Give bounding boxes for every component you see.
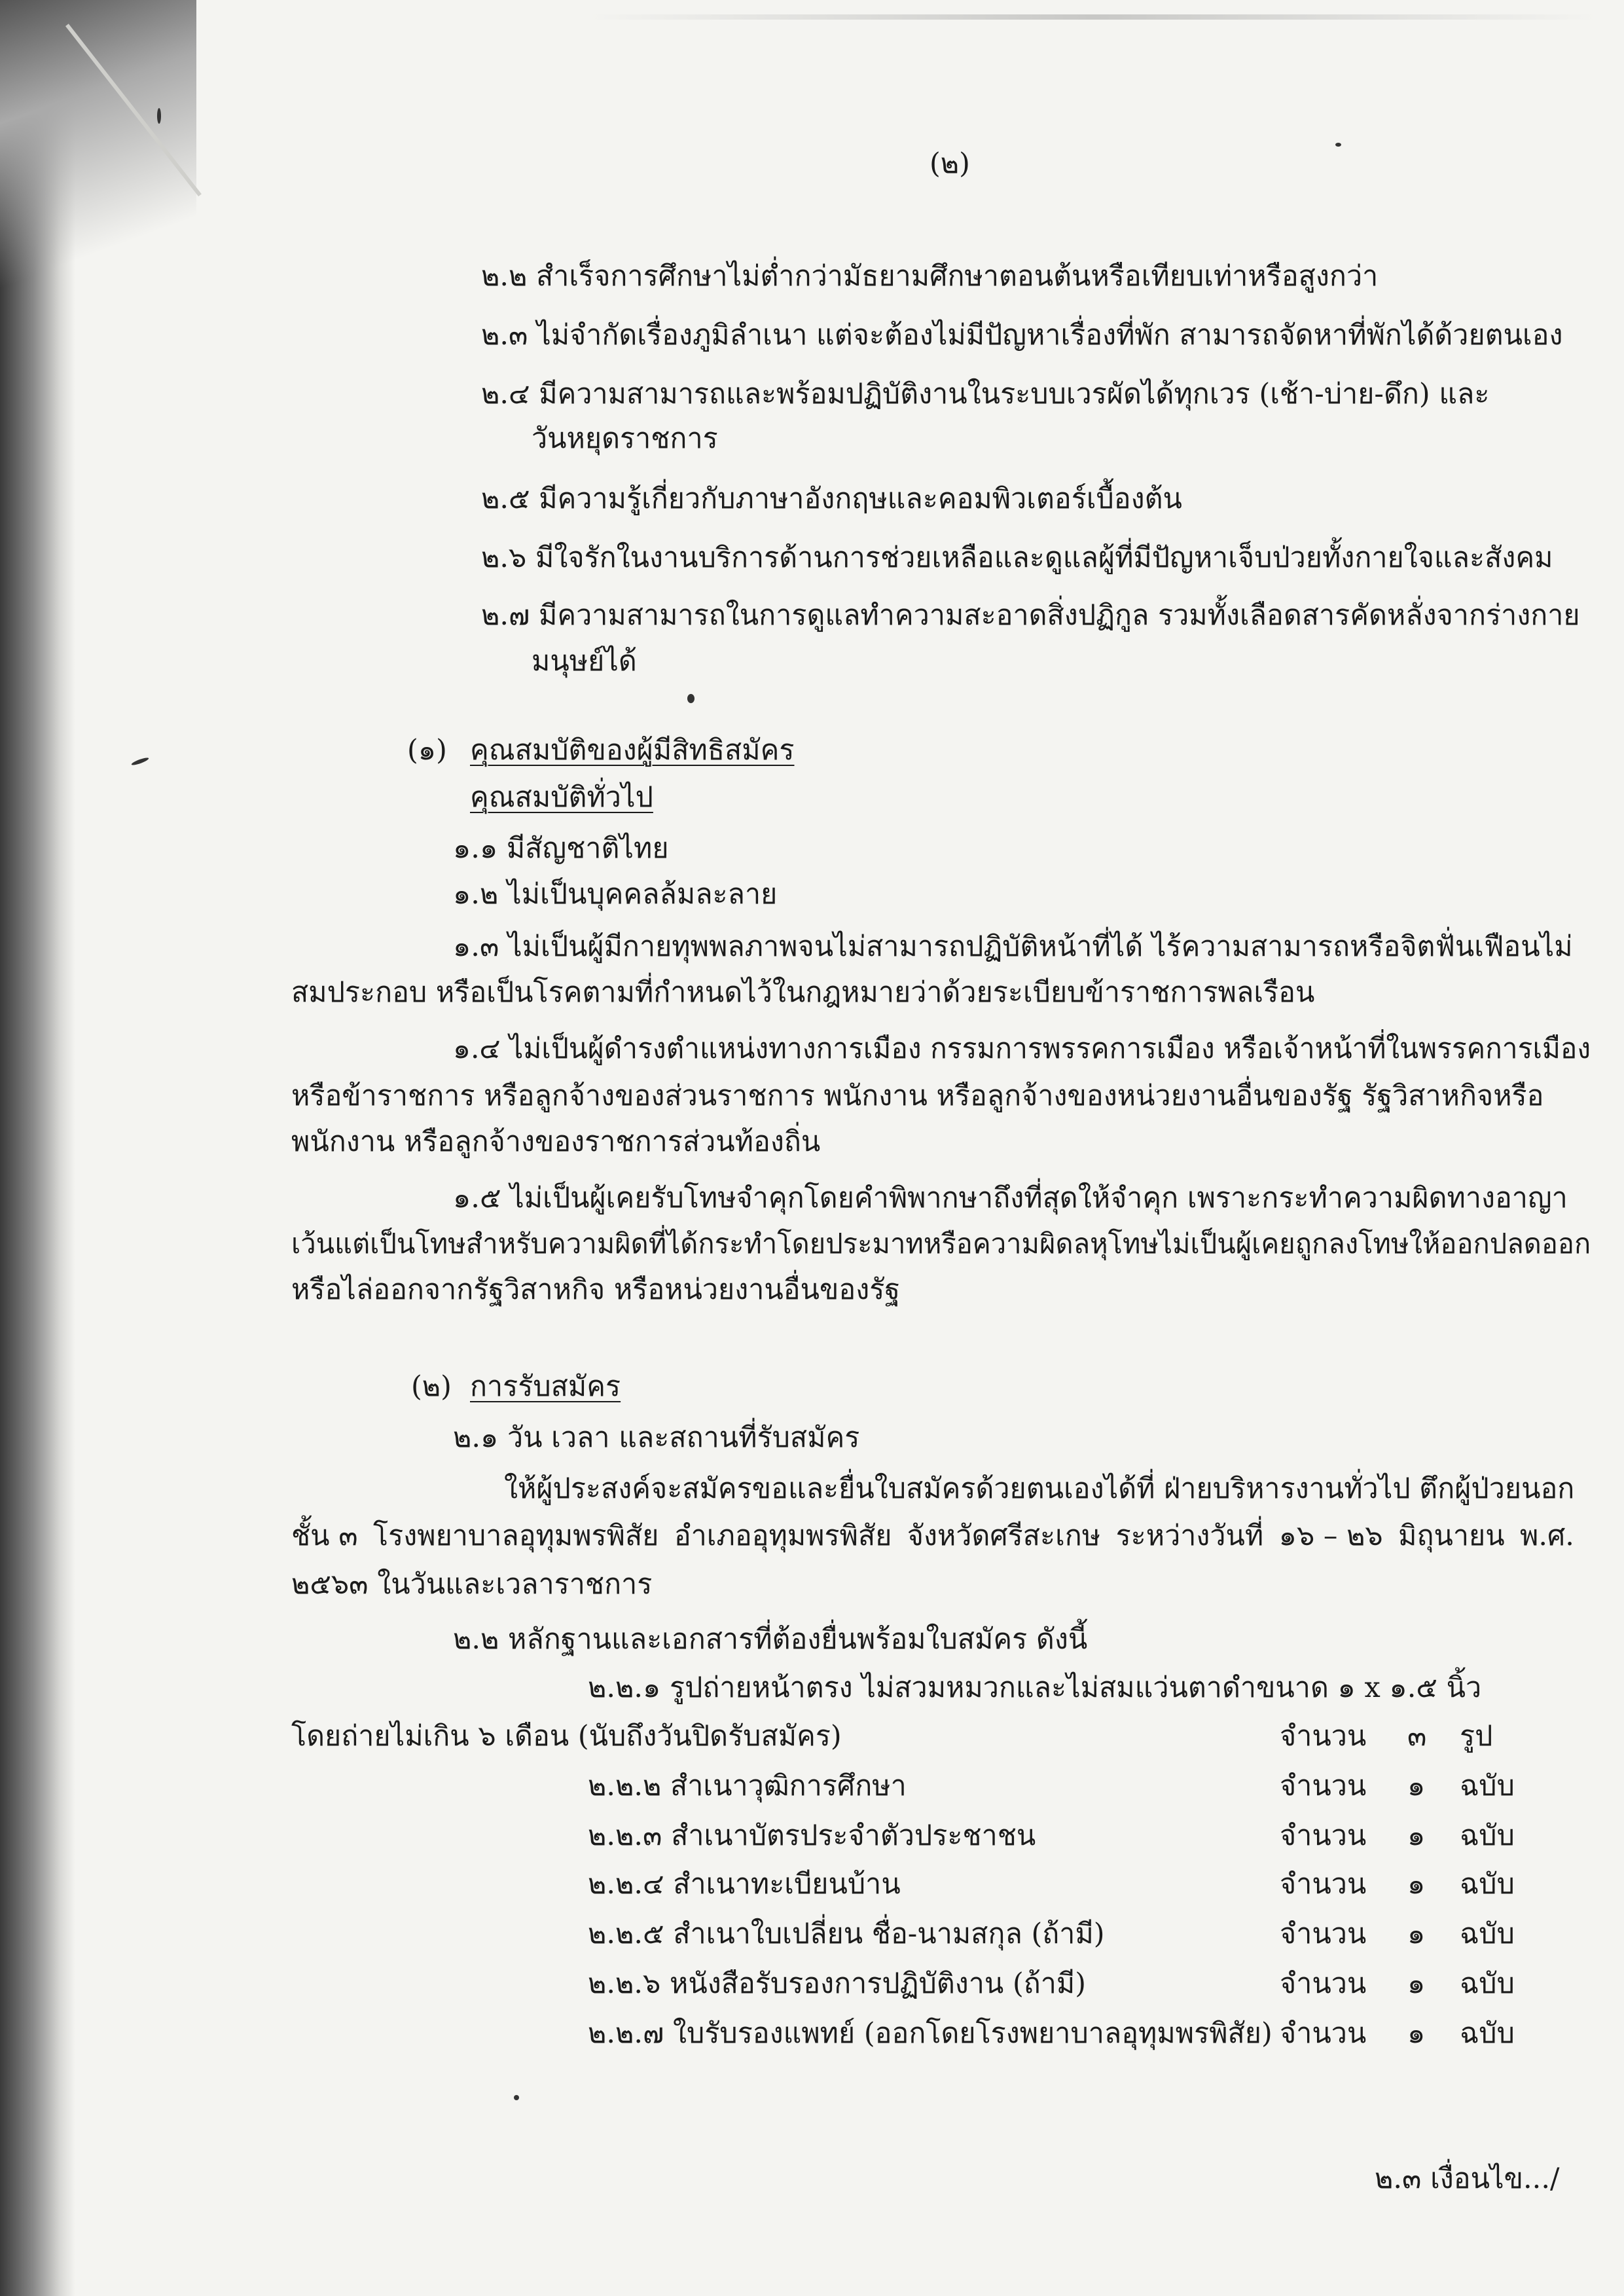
document-qty-word: จำนวน bbox=[1280, 1819, 1367, 1852]
continuation-note: ๒.๓ เงื่อนไข.../ bbox=[1375, 2162, 1560, 2195]
document-unit: ฉบับ bbox=[1460, 1868, 1515, 1901]
general-1-5: ๑.๕ ไม่เป็นผู้เคยรับโทษจำคุกโดยคำพิพากษาถึงที่สุดให้จำคุก เพราะกระทำความผิดทางอาญา bbox=[453, 1182, 1568, 1214]
section-2-number: (๒) bbox=[411, 1370, 452, 1403]
general-1-2: ๑.๒ ไม่เป็นบุคคลล้มละลาย bbox=[453, 878, 778, 911]
document-label: ๒.๒.๔ สำเนาทะเบียนบ้าน bbox=[588, 1868, 901, 1901]
month-name: มิถุนายน bbox=[1398, 1520, 1505, 1552]
document-qty-word: จำนวน bbox=[1280, 1720, 1367, 1753]
document-qty: ๑ bbox=[1407, 1967, 1426, 2000]
general-1-5-cont-2: หรือไล่ออกจากรัฐวิสาหกิจ หรือหน่วยงานอื่นของรัฐ bbox=[291, 1273, 901, 1306]
section-1-heading: คุณสมบัติของผู้มีสิทธิสมัคร bbox=[470, 734, 795, 767]
scan-top-edge bbox=[589, 14, 1597, 20]
document-qty-word: จำนวน bbox=[1280, 1770, 1367, 1802]
general-1-4-cont-2: พนักงาน หรือลูกจ้างของราชการส่วนท้องถิ่น bbox=[291, 1125, 821, 1158]
document-qty-word: จำนวน bbox=[1280, 1868, 1367, 1901]
document-qty: ๑ bbox=[1407, 1819, 1426, 1852]
document-2-2-1: ๒.๒.๑ รูปถ่ายหน้าตรง ไม่สวมหมวกและไม่สมแว่นตาดำขนาด ๑ x ๑.๕ นิ้ว bbox=[588, 1671, 1482, 1704]
speck bbox=[1335, 143, 1341, 147]
floor-label: ชั้น ๓ bbox=[291, 1520, 358, 1552]
qualification-2-7: ๒.๗ มีความสามารถในการดูแลทำความสะอาดสิ่งปฏิกูล รวมทั้งเลือดสารคัดหลั่งจากร่างกาย bbox=[481, 599, 1580, 632]
document-qty: ๑ bbox=[1407, 1770, 1426, 1802]
date-range-label: ระหว่างวันที่ bbox=[1115, 1520, 1264, 1552]
scan-shadow-left bbox=[0, 0, 75, 2296]
date-range: ๑๖ – ๒๖ bbox=[1278, 1520, 1383, 1552]
section-1-subheading: คุณสมบัติทั่วไป bbox=[470, 781, 653, 814]
province-name: จังหวัดศรีสะเกษ bbox=[907, 1520, 1101, 1552]
general-1-1: ๑.๑ มีสัญชาติไทย bbox=[453, 832, 669, 865]
section-2-heading: การรับสมัคร bbox=[470, 1370, 621, 1403]
qualification-2-4: ๒.๔ มีความสามารถและพร้อมปฏิบัติงานในระบบเวรผัดได้ทุกเวร (เช้า-บ่าย-ดึก) และ bbox=[481, 378, 1490, 410]
section-2-2: ๒.๒ หลักฐานและเอกสารที่ต้องยื่นพร้อมใบสมัคร ดังนี้ bbox=[453, 1623, 1088, 1656]
document-unit: ฉบับ bbox=[1460, 1770, 1515, 1802]
general-1-3-cont: สมประกอบ หรือเป็นโรคตามที่กำหนดไว้ในกฎหมายว่าด้วยระเบียบข้าราชการพลเรือน bbox=[291, 976, 1315, 1009]
document-qty: ๑ bbox=[1407, 2017, 1426, 2050]
document-label: ๒.๒.๖ หนังสือรับรองการปฏิบัติงาน (ถ้ามี) bbox=[588, 1967, 1087, 2000]
scan-shadow-corner bbox=[0, 0, 196, 340]
document-qty: ๑ bbox=[1407, 1918, 1426, 1950]
document-label: ๒.๒.๓ สำเนาบัตรประจำตัวประชาชน bbox=[588, 1819, 1036, 1852]
speck bbox=[687, 694, 695, 703]
document-unit: รูป bbox=[1460, 1720, 1493, 1753]
document-qty-word: จำนวน bbox=[1280, 1918, 1367, 1950]
general-1-4-cont-1: หรือข้าราชการ หรือลูกจ้างของส่วนราชการ พนักงาน หรือลูกจ้างของหน่วยงานอื่นของรัฐ รัฐวิสาหกิจหรือ bbox=[291, 1080, 1544, 1112]
qualification-2-3: ๒.๓ ไม่จำกัดเรื่องภูมิลำเนา แต่จะต้องไม่มีปัญหาเรื่องที่พัก สามารถจัดหาที่พักได้ด้วยตนเอง bbox=[481, 319, 1563, 352]
document-2-2-1-cont: โดยถ่ายไม่เกิน ๖ เดือน (นับถึงวันปิดรับสมัคร) bbox=[291, 1720, 842, 1753]
document-unit: ฉบับ bbox=[1460, 2017, 1515, 2050]
era-label: พ.ศ. bbox=[1520, 1520, 1574, 1552]
general-1-5-cont-1: เว้นแต่เป็นโทษสำหรับความผิดที่ได้กระทำโดยประมาทหรือความผิดลหุโทษไม่เป็นผู้เคยถูกลงโทษให้ออกปลดออก bbox=[291, 1228, 1591, 1260]
document-label: ๒.๒.๗ ใบรับรองแพทย์ (ออกโดยโรงพยาบาลอุทุมพรพิสัย) bbox=[588, 2017, 1272, 2050]
section-2-1-text-end: ๒๕๖๓ ในวันและเวลาราชการ bbox=[291, 1568, 653, 1601]
document-unit: ฉบับ bbox=[1460, 1918, 1515, 1950]
document-label: ๒.๒.๒ สำเนาวุฒิการศึกษา bbox=[588, 1770, 907, 1802]
document-label: ๒.๒.๕ สำเนาใบเปลี่ยน ชื่อ-นามสกุล (ถ้ามี) bbox=[588, 1918, 1105, 1950]
document-qty-word: จำนวน bbox=[1280, 2017, 1367, 2050]
speck bbox=[157, 108, 161, 124]
document-qty-word: จำนวน bbox=[1280, 1967, 1367, 2000]
document-qty: ๓ bbox=[1407, 1720, 1427, 1753]
section-2-1-text-cont bbox=[291, 1518, 1574, 1554]
document-unit: ฉบับ bbox=[1460, 1819, 1515, 1852]
district-name: อำเภออุทุมพรพิสัย bbox=[674, 1520, 892, 1552]
page-number: (๒) bbox=[929, 147, 970, 180]
qualification-2-5: ๒.๕ มีความรู้เกี่ยวกับภาษาอังกฤษและคอมพิวเตอร์เบื้องต้น bbox=[481, 483, 1182, 515]
general-1-4: ๑.๔ ไม่เป็นผู้ดำรงตำแหน่งทางการเมือง กรรมการพรรคการเมือง หรือเจ้าหน้าที่ในพรรคการเมือง bbox=[453, 1032, 1591, 1065]
general-1-3: ๑.๓ ไม่เป็นผู้มีกายทุพพลภาพจนไม่สามารถปฏิบัติหน้าที่ได้ ไร้ความสามารถหรือจิตฟั่นเฟือนไม่ bbox=[453, 930, 1573, 963]
section-1-number: (๑) bbox=[407, 734, 447, 767]
qualification-2-6: ๒.๖ มีใจรักในงานบริการด้านการช่วยเหลือและดูแลผู้ที่มีปัญหาเจ็บป่วยทั้งกายใจและสังคม bbox=[481, 541, 1553, 574]
document-unit: ฉบับ bbox=[1460, 1967, 1515, 2000]
qualification-2-2: ๒.๒ สำเร็จการศึกษาไม่ต่ำกว่ามัธยามศึกษาตอนต้นหรือเทียบเท่าหรือสูงกว่า bbox=[481, 260, 1379, 293]
section-2-1-text: ให้ผู้ประสงค์จะสมัครขอและยื่นใบสมัครด้วยตนเองได้ที่ ฝ่ายบริหารงานทั่วไป ตึกผู้ป่วยนอก bbox=[504, 1472, 1575, 1505]
hospital-name: โรงพยาบาลอุทุมพรพิสัย bbox=[373, 1520, 659, 1552]
speck bbox=[514, 2095, 519, 2100]
qualification-2-4-cont: วันหยุดราชการ bbox=[532, 422, 718, 455]
section-2-1: ๒.๑ วัน เวลา และสถานที่รับสมัคร bbox=[453, 1421, 860, 1454]
speck bbox=[131, 756, 149, 766]
qualification-2-7-cont: มนุษย์ได้ bbox=[532, 645, 637, 678]
document-qty: ๑ bbox=[1407, 1868, 1426, 1901]
